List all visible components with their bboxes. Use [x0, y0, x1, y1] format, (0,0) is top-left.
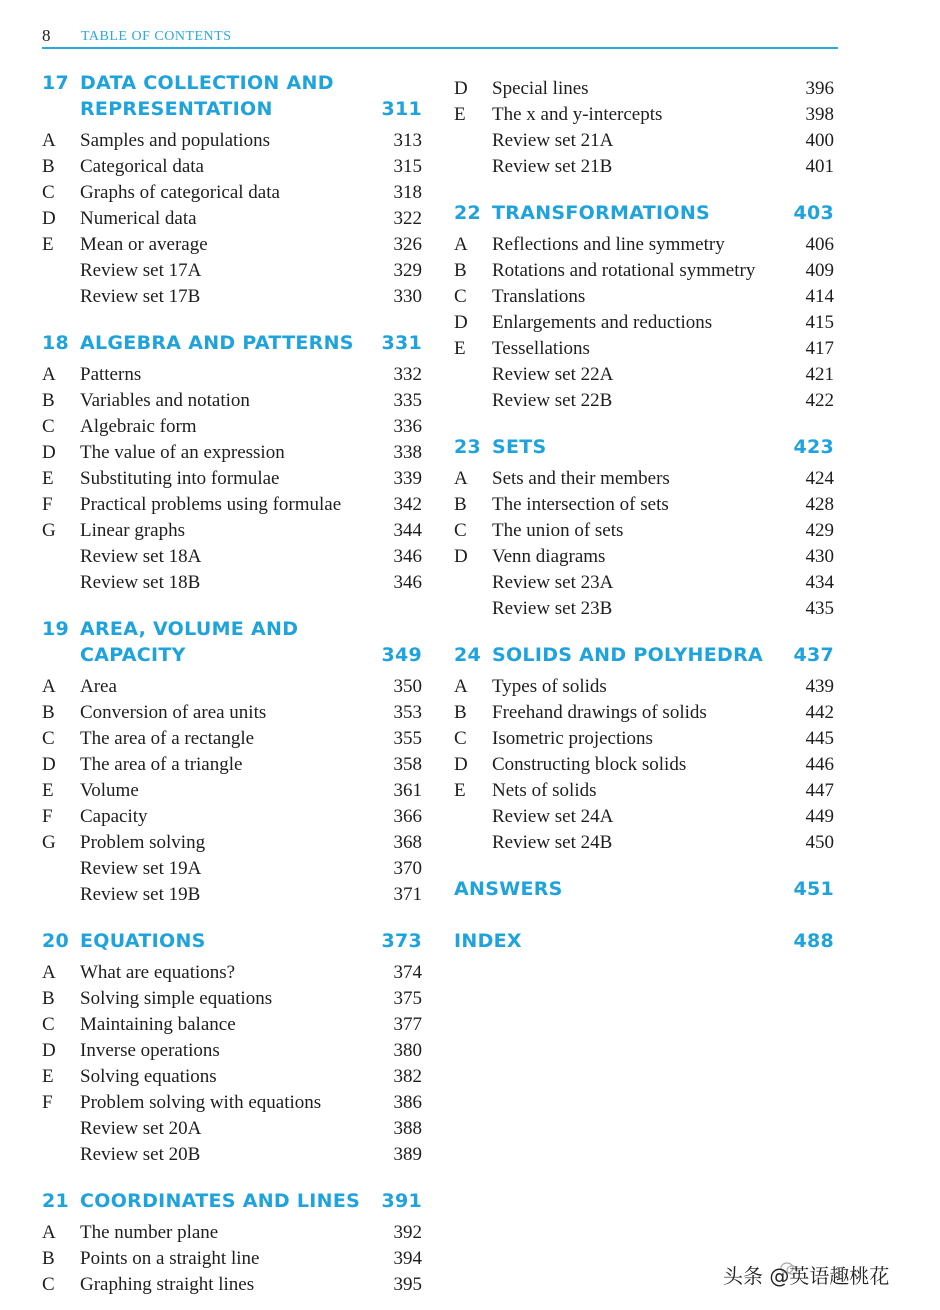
entry-title: What are equations? — [80, 962, 236, 983]
entry-title: Isometric projections — [492, 728, 653, 749]
chapter-heading — [42, 928, 422, 954]
entry-page: 377 — [393, 1014, 422, 1035]
chapter-page: 391 — [381, 1190, 422, 1212]
toc-entry — [454, 804, 834, 830]
entry-letter: E — [42, 234, 54, 255]
entry-page: 315 — [393, 156, 422, 177]
entry-title: Types of solids — [492, 676, 607, 697]
entry-page: 415 — [805, 312, 834, 333]
entry-title: Linear graphs — [80, 520, 185, 541]
toc-entry — [42, 856, 422, 882]
entry-title: Conversion of area units — [80, 702, 267, 723]
entry-letter: E — [454, 338, 466, 359]
toc-entry — [42, 674, 422, 700]
entry-title: Constructing block solids — [492, 754, 687, 775]
toc-entry — [42, 700, 422, 726]
toc-entry — [454, 362, 834, 388]
toc-entry — [454, 102, 834, 128]
chapter-heading — [454, 642, 834, 668]
chapter-heading — [42, 1188, 422, 1214]
entry-title: Graphs of categorical data — [80, 182, 280, 203]
entry-title: Review set 22B — [492, 390, 613, 411]
header-rule — [42, 47, 838, 49]
chapter-number: 19 — [42, 618, 70, 640]
entry-page: 424 — [805, 468, 834, 489]
entry-letter: D — [42, 1040, 56, 1061]
entry-letter: A — [454, 676, 468, 697]
entry-page: 313 — [393, 130, 422, 151]
entry-letter: A — [42, 962, 56, 983]
entry-letter: B — [42, 1248, 55, 1269]
entry-title: Inverse operations — [80, 1040, 220, 1061]
entry-letter: D — [454, 754, 468, 775]
entry-title: Area — [80, 676, 117, 697]
entry-title: Nets of solids — [492, 780, 597, 801]
entry-letter: D — [42, 754, 56, 775]
entry-page: 318 — [393, 182, 422, 203]
entry-title: Review set 21B — [492, 156, 613, 177]
entry-title: Mean or average — [80, 234, 208, 255]
entry-title: Freehand drawings of solids — [492, 702, 707, 723]
entry-title: Enlargements and reductions — [492, 312, 713, 333]
entry-page: 429 — [805, 520, 834, 541]
chapter-page: 349 — [381, 644, 422, 666]
toc-entry — [42, 466, 422, 492]
toc-entry — [454, 596, 834, 622]
toc-entry — [454, 752, 834, 778]
entry-title: Problem solving — [80, 832, 206, 853]
entry-letter: B — [454, 260, 467, 281]
entry-letter: F — [42, 806, 53, 827]
toc-entry — [42, 180, 422, 206]
entry-page: 447 — [805, 780, 834, 801]
toc-entry — [454, 466, 834, 492]
entry-page: 394 — [393, 1248, 422, 1269]
toc-entry — [42, 882, 422, 908]
entry-letter: B — [42, 390, 55, 411]
chapter-title: SOLIDS AND POLYHEDRA — [492, 644, 764, 666]
toc-entry — [454, 674, 834, 700]
entry-page: 388 — [393, 1118, 422, 1139]
toc-entry — [42, 206, 422, 232]
toc-entry — [454, 310, 834, 336]
entry-letter: C — [454, 520, 467, 541]
entry-title: Samples and populations — [80, 130, 270, 151]
chapter-heading — [42, 330, 422, 356]
entry-title: Problem solving with equations — [80, 1092, 322, 1113]
entry-page: 406 — [805, 234, 834, 255]
entry-letter: G — [42, 832, 56, 853]
entry-letter: C — [42, 416, 55, 437]
entry-letter: C — [42, 1014, 55, 1035]
entry-letter: B — [42, 156, 55, 177]
chapter-number: 17 — [42, 72, 70, 94]
entry-title: Review set 23A — [492, 572, 614, 593]
toc-entry — [454, 232, 834, 258]
entry-title: Review set 20A — [80, 1118, 202, 1139]
entry-page: 430 — [805, 546, 834, 567]
entry-title: Points on a straight line — [80, 1248, 260, 1269]
entry-letter: A — [42, 676, 56, 697]
toc-entry — [42, 1090, 422, 1116]
toc-entry — [42, 804, 422, 830]
entry-letter: A — [42, 1222, 56, 1243]
chapter-number: 22 — [454, 202, 482, 224]
chapter-page: 373 — [381, 930, 422, 952]
entry-page: 366 — [393, 806, 422, 827]
entry-title: Review set 23B — [492, 598, 613, 619]
entry-title: Capacity — [80, 806, 148, 827]
chapter-title: TRANSFORMATIONS — [492, 202, 711, 224]
toc-entry — [42, 986, 422, 1012]
chapter-page: 331 — [381, 332, 422, 354]
chapter-page: 423 — [793, 436, 834, 458]
entry-letter: F — [42, 494, 53, 515]
entry-page: 401 — [805, 156, 834, 177]
toc-entry — [42, 544, 422, 570]
entry-page: 350 — [393, 676, 422, 697]
toc-entry — [42, 362, 422, 388]
entry-letter: C — [42, 182, 55, 203]
chapter-title: CAPACITY — [80, 644, 186, 666]
entry-letter: E — [454, 780, 466, 801]
entry-letter: B — [454, 702, 467, 723]
entry-page: 422 — [805, 390, 834, 411]
entry-title: Algebraic form — [80, 416, 197, 437]
chapter-heading — [454, 876, 834, 902]
chapter-heading — [454, 434, 834, 460]
entry-page: 361 — [393, 780, 422, 801]
entry-page: 375 — [393, 988, 422, 1009]
toc-entry — [42, 388, 422, 414]
chapter-page: 451 — [793, 878, 834, 900]
chapter-page: 403 — [793, 202, 834, 224]
entry-title: The intersection of sets — [492, 494, 669, 515]
toc-entry — [42, 518, 422, 544]
chapter-title: ALGEBRA AND PATTERNS — [80, 332, 354, 354]
toc-entry — [454, 284, 834, 310]
entry-page: 380 — [393, 1040, 422, 1061]
entry-page: 332 — [393, 364, 422, 385]
chapter-page: 437 — [793, 644, 834, 666]
entry-title: Venn diagrams — [492, 546, 606, 567]
toc-entry — [42, 1116, 422, 1142]
entry-page: 435 — [805, 598, 834, 619]
page-number: 8 — [42, 26, 51, 45]
entry-letter: E — [42, 468, 54, 489]
entry-title: The number plane — [80, 1222, 219, 1243]
toc-entry — [42, 570, 422, 596]
chapter-title: SETS — [492, 436, 547, 458]
chapter-number: 21 — [42, 1190, 70, 1212]
chapter-title: EQUATIONS — [80, 930, 206, 952]
entry-title: Practical problems using formulae — [80, 494, 342, 515]
entry-page: 346 — [393, 546, 422, 567]
entry-page: 355 — [393, 728, 422, 749]
toc-entry — [454, 570, 834, 596]
entry-title: The area of a rectangle — [80, 728, 255, 749]
entry-page: 398 — [805, 104, 834, 125]
toc-entry — [42, 778, 422, 804]
entry-page: 417 — [805, 338, 834, 359]
toc-entry — [42, 258, 422, 284]
entry-page: 409 — [805, 260, 834, 281]
chapter-number: 18 — [42, 332, 70, 354]
entry-page: 344 — [393, 520, 422, 541]
toc-entry — [454, 492, 834, 518]
entry-title: Rotations and rotational symmetry — [492, 260, 756, 281]
entry-letter: C — [42, 728, 55, 749]
toc-entry — [42, 1246, 422, 1272]
chapter-title: INDEX — [454, 930, 522, 952]
toc-entry — [42, 726, 422, 752]
toc-entry — [454, 128, 834, 154]
chapter-heading — [454, 928, 834, 954]
entry-page: 439 — [805, 676, 834, 697]
entry-title: Solving simple equations — [80, 988, 273, 1009]
entry-page: 442 — [805, 702, 834, 723]
toc-entry — [42, 830, 422, 856]
toc-entry — [42, 232, 422, 258]
toc-entry — [454, 258, 834, 284]
entry-title: Volume — [80, 780, 139, 801]
entry-title: Review set 19B — [80, 884, 201, 905]
entry-page: 392 — [393, 1222, 422, 1243]
running-title: TABLE OF CONTENTS — [81, 29, 232, 44]
toc-entry — [42, 128, 422, 154]
entry-letter: A — [454, 468, 468, 489]
entry-page: 353 — [393, 702, 422, 723]
entry-title: Review set 20B — [80, 1144, 201, 1165]
entry-letter: D — [454, 546, 468, 567]
entry-letter: B — [42, 988, 55, 1009]
entry-title: Review set 21A — [492, 130, 614, 151]
entry-letter: C — [454, 286, 467, 307]
chapter-title: DATA COLLECTION AND — [80, 72, 334, 94]
entry-letter: C — [42, 1274, 55, 1295]
entry-page: 371 — [393, 884, 422, 905]
chapter-heading — [42, 616, 422, 668]
entry-page: 329 — [393, 260, 422, 281]
toc-entry — [42, 1038, 422, 1064]
entry-title: The area of a triangle — [80, 754, 243, 775]
toc-entry — [42, 1220, 422, 1246]
entry-title: Maintaining balance — [80, 1014, 236, 1035]
entry-letter: A — [454, 234, 468, 255]
toc-entry — [42, 284, 422, 310]
entry-page: 421 — [805, 364, 834, 385]
entry-page: 326 — [393, 234, 422, 255]
toc-entry — [42, 1272, 422, 1298]
entry-page: 374 — [393, 962, 422, 983]
entry-page: 386 — [393, 1092, 422, 1113]
entry-page: 389 — [393, 1144, 422, 1165]
entry-title: Patterns — [80, 364, 142, 385]
entry-page: 450 — [805, 832, 834, 853]
entry-page: 400 — [805, 130, 834, 151]
entry-page: 449 — [805, 806, 834, 827]
entry-page: 428 — [805, 494, 834, 515]
entry-letter: D — [42, 208, 56, 229]
chapter-page: 311 — [381, 98, 422, 120]
toc-entry — [454, 830, 834, 856]
watermark: 头条 @英语趣桃花 — [723, 1264, 890, 1288]
entry-letter: C — [454, 728, 467, 749]
toc-entry — [42, 1064, 422, 1090]
entry-page: 368 — [393, 832, 422, 853]
toc-entry — [454, 388, 834, 414]
entry-title: Review set 18B — [80, 572, 201, 593]
toc-entry — [454, 700, 834, 726]
entry-letter: E — [42, 780, 54, 801]
entry-title: Substituting into formulae — [80, 468, 280, 489]
entry-page: 395 — [393, 1274, 422, 1295]
entry-title: Review set 22A — [492, 364, 614, 385]
entry-letter: B — [454, 494, 467, 515]
entry-page: 358 — [393, 754, 422, 775]
entry-title: Review set 18A — [80, 546, 202, 567]
entry-title: Review set 17A — [80, 260, 202, 281]
chapter-title: REPRESENTATION — [80, 98, 273, 120]
entry-letter: G — [42, 520, 56, 541]
chapter-page: 488 — [793, 930, 834, 952]
entry-title: Tessellations — [492, 338, 590, 359]
toc-entry — [42, 154, 422, 180]
entry-title: The x and y-intercepts — [492, 104, 663, 125]
entry-title: Review set 24B — [492, 832, 613, 853]
chapter-number: 24 — [454, 644, 482, 666]
entry-title: Review set 19A — [80, 858, 202, 879]
entry-letter: B — [42, 702, 55, 723]
entry-page: 330 — [393, 286, 422, 307]
page-header — [42, 26, 838, 48]
toc-entry — [42, 440, 422, 466]
toc-entry — [454, 336, 834, 362]
entry-letter: E — [454, 104, 466, 125]
chapter-number: 23 — [454, 436, 482, 458]
entry-letter: E — [42, 1066, 54, 1087]
toc-entry — [42, 1142, 422, 1168]
entry-letter: A — [42, 364, 56, 385]
toc-entry — [42, 414, 422, 440]
entry-title: The value of an expression — [80, 442, 285, 463]
entry-page: 396 — [805, 78, 834, 99]
entry-page: 322 — [393, 208, 422, 229]
entry-page: 346 — [393, 572, 422, 593]
entry-title: Reflections and line symmetry — [492, 234, 725, 255]
entry-title: Special lines — [492, 78, 589, 99]
entry-page: 339 — [393, 468, 422, 489]
entry-page: 342 — [393, 494, 422, 515]
entry-page: 445 — [805, 728, 834, 749]
toc-entry — [454, 544, 834, 570]
entry-title: Numerical data — [80, 208, 197, 229]
chapter-heading — [454, 200, 834, 226]
entry-letter: D — [454, 312, 468, 333]
entry-title: Solving equations — [80, 1066, 217, 1087]
toc-entry — [454, 726, 834, 752]
toc-entry — [454, 76, 834, 102]
chapter-title: ANSWERS — [454, 878, 563, 900]
entry-letter: D — [454, 78, 468, 99]
toc-entry — [42, 752, 422, 778]
entry-title: Translations — [492, 286, 586, 307]
entry-page: 336 — [393, 416, 422, 437]
entry-title: The union of sets — [492, 520, 624, 541]
toc-entry — [42, 1012, 422, 1038]
entry-letter: A — [42, 130, 56, 151]
entry-page: 414 — [805, 286, 834, 307]
entry-page: 382 — [393, 1066, 422, 1087]
toc-entry — [454, 154, 834, 180]
toc-entry — [42, 960, 422, 986]
toc-entry — [454, 778, 834, 804]
chapter-title: AREA, VOLUME AND — [80, 618, 299, 640]
entry-letter: F — [42, 1092, 53, 1113]
entry-page: 370 — [393, 858, 422, 879]
entry-title: Review set 24A — [492, 806, 614, 827]
entry-page: 335 — [393, 390, 422, 411]
entry-letter: D — [42, 442, 56, 463]
toc-entry — [42, 492, 422, 518]
entry-page: 338 — [393, 442, 422, 463]
entry-page: 446 — [805, 754, 834, 775]
chapter-heading — [42, 70, 422, 122]
toc-entry — [454, 518, 834, 544]
entry-title: Categorical data — [80, 156, 204, 177]
chapter-title: COORDINATES AND LINES — [80, 1190, 361, 1212]
entry-title: Variables and notation — [80, 390, 250, 411]
entry-title: Sets and their members — [492, 468, 670, 489]
entry-page: 434 — [805, 572, 834, 593]
chapter-number: 20 — [42, 930, 70, 952]
entry-title: Graphing straight lines — [80, 1274, 255, 1295]
entry-title: Review set 17B — [80, 286, 201, 307]
